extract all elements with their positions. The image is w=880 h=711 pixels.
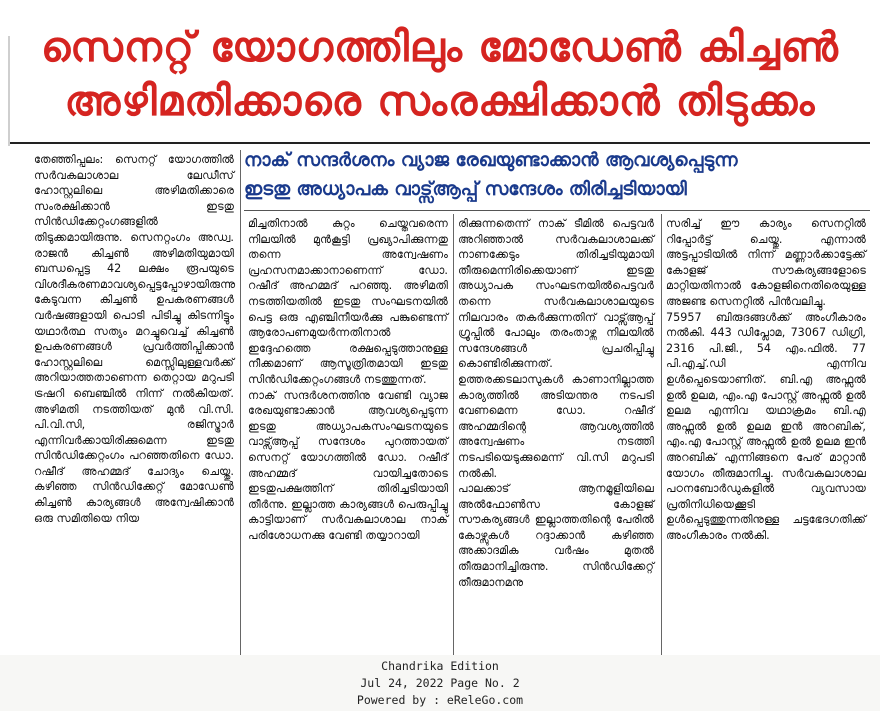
subheadline-rule [244, 210, 870, 211]
article-column-3: രിക്കുന്നതെന്ന് നാക് ടീമിൽ പെട്ടവർ അറിഞ്ഞാൽ സർവകലാശാലക്ക് നാണക്കേടും തിരിച്ചടിയുമായി തീരുമെന്നിരിക്കെയാണ് ഇടതു അധ്യാപക സംഘടനയിൽപെട്ടവർ തന്നെ സർവകലാശാലയുടെ നിലവാരം തകർക്കുന്നതിന് വാട്സ്ആപ്പ് ഗ്രൂപ്പിൽ പോലും തരംതാഴ്ന്ന നിലയിൽ സന്ദേശങ്ങൾ പ്രചരിപ്പിച്ചു കൊണ്ടിരിക്കുന്നത്. ഉത്തരക്കടലാസുകൾ കാണാനില്ലാത്ത കാര്യത്തിൽ അടിയന്തര നടപടി വേണമെന്ന ഡോ. റഷീദ് അഹമ്മദിന്റെ ആവശ്യത്തിൽ അന്വേഷണം നടത്തി നടപടിയെടുക്കുമെന്ന് വി.സി മറുപടി നൽകി. പാലക്കാട് ആനമൂളിയിലെ അൽഫോൺസ കോളജ് സൗകര്യങ്ങൾ ഇല്ലാത്തതിന്റെ പേരിൽ കോഴ്സുകൾ റദ്ദാക്കാൻ കഴിഞ്ഞ അക്കാദമിക വർഷം മുതൽ തീരുമാനിച്ചിരുന്നു. സിൻഡിക്കേറ്റ് തീരുമാനമനു [458, 217, 654, 589]
subheadline-line-1: നാക് സന്ദർശനം വ്യാജ രേഖയുണ്ടാക്കാൻ ആവശ്യപ്പെടുന്ന [244, 150, 738, 171]
powered-by: Powered by : eReleGo.com [356, 693, 524, 707]
column-divider [453, 214, 454, 655]
article-column-4: സരിച്ച് ഈ കാര്യം സെനറ്റിൽ റിപ്പോർട്ട് ചെയ്തു. എന്നാൽ അട്ടപ്പാടിയിൽ നിന്ന് മണ്ണാർക്കാട്ടേക്ക് കോളജ് സൗകര്യങ്ങളോടെ മാറ്റിയതിനാൽ കോളജിനെതിരെയുള്ള അജണ്ട സെനറ്റിൽ പിൻവലിച്ചു. 75957 ബിരുദങ്ങൾക്ക് അംഗീകാരം നൽകി. 443 ഡിപ്ലോമ, 73067 ഡിഗ്രി, 2316 പി.ജി., 54 എം.ഫിൽ. 77 പി.എച്ച്.ഡി എന്നിവ ഉൾപ്പെടെയാണിത്. ബി.എ അഫ്സൽ ഉൽ ഉലമ, എം.എ പോസ്റ്റ് അഫ്സൽ ഉൽ ഉലമ എന്നിവ യഥാക്രമം ബി.എ അഫ്സൽ ഉൽ ഉലമ ഇൻ അറബിക്, എം.എ പോസ്റ്റ് അഫ്സൽ ഉൽ ഉലമ ഇൻ അറബിക് എന്നിങ്ങനെ പേര് മാറ്റാൻ യോഗം തീരുമാനിച്ചു. സർവകലാശാല പഠനബോർഡുകളിൽ വ്യവസായ പ്രതിനിധിയെക്കൂടി ഉൾപ്പെടുത്തുന്നതിനുള്ള ചട്ടഭേദഗതിക്ക് അംഗീകാരം നൽകി. [666, 217, 866, 542]
headline-line-2: അഴിമതിക്കാരെ സംരക്ഷിക്കാൻ തിടുക്കം [64, 77, 816, 125]
headline [14, 20, 866, 128]
edition-date-page: Jul 24, 2022 Page No. 2 [360, 676, 520, 690]
column-divider [240, 150, 241, 655]
edition-footer [0, 658, 880, 709]
subheadline-line-2: ഇടതു അധ്യാപക വാട്സ്ആപ്പ് സന്ദേശം തിരിച്ചടിയായി [244, 179, 687, 200]
headline-rule [10, 142, 870, 144]
edition-name: Chandrika Edition [381, 659, 499, 673]
subheadline [244, 146, 870, 208]
column-divider [661, 214, 662, 655]
article-column-1: തേഞ്ഞിപ്പലം: സെനറ്റ് യോഗത്തിൽ സർവകലാശാല ലേഡീസ് ഹോസ്റ്റലിലെ അഴിമതിക്കാരെ സംരക്ഷിക്കാൻ ഇടതു സിൻഡിക്കേറ്റംഗങ്ങളിൽ തിടുക്കമായിരുന്നു. സെനറ്റംഗം അഡ്വ. രാജൻ കിച്ചൺ അഴിമതിയുമായി ബന്ധപ്പെട്ട 42 ലക്ഷം രൂപയുടെ വിശദീകരണമാവശ്യപ്പെട്ടപ്പോഴായിരുന്നു കേടുവന്ന കിച്ചൺ ഉപകരണങ്ങൾ വർഷങ്ങളായി പൊടി പിടിച്ചു കിടന്നിട്ടും യഥാർത്ഥ സത്യം മറച്ചുവെച്ച് കിച്ചൺ ഉപകരണങ്ങൾ പ്രവർത്തിപ്പിക്കാൻ ഹോസ്റ്റലിലെ മെസ്സിലുള്ളവർക്ക് അറിയാത്തതാണെന്ന തെറ്റായ മറുപടി ട്രഷറി ബെഞ്ചിൽ നിന്ന് നൽകിയത്. അഴിമതി നടത്തിയത് മുൻ വി.സി. പി.വി.സി, രജിസ്ട്രാർ എന്നിവർക്കായിരിക്കുമെന്ന ഇടതു സിൻഡിക്കേറ്റംഗം പറഞ്ഞതിനെ ഡോ. റഷീദ് അഹമ്മദ് ചോദ്യം ചെയ്തു. കഴിഞ്ഞ സിൻഡിക്കേറ്റ് മോഡേൺ കിച്ചൺ കാര്യങ്ങൾ അന്വേഷിക്കാൻ ഒരു സമിതിയെ നിയ [34, 153, 236, 525]
margin-line [8, 36, 10, 146]
article-column-2: മിച്ചതിനാൽ കുറ്റം ചെയ്തവരെന്ന നിലയിൽ മുൻകൂട്ടി പ്രഖ്യാപിക്കുന്നതു തന്നെ അന്വേഷണം പ്രഹസനമാക്കാനാണെന്ന് ഡോ. റഷീദ് അഹമ്മദ് പറഞ്ഞു. അഴിമതി നടത്തിയതിൽ ഇടതു സംഘടനയിൽ പെട്ട ഒരു എഞ്ചിനീയർക്കു പങ്കുണ്ടെന്ന് ആരോപണമുയർന്നതിനാൽ ഇദ്ദേഹത്തെ രക്ഷപ്പെടുത്താനുള്ള നീക്കമാണ് ആസൂത്രിതമായി ഇടതു സിൻഡിക്കേറ്റംഗങ്ങൾ നടത്തുന്നത്. നാക് സന്ദർശനത്തിനു വേണ്ടി വ്യാജ രേഖയുണ്ടാക്കാൻ ആവശ്യപ്പെടുന്ന ഇടതു അധ്യാപകസംഘടനയുടെ വാട്സ്ആപ്പ് സന്ദേശം പുറത്തായത് സെനറ്റ് യോഗത്തിൽ ഡോ. റഷീദ് അഹമ്മദ് വായിച്ചതോടെ ഇടതുപക്ഷത്തിന് തിരിച്ചടിയായി തീർന്നു. ഇല്ലാത്ത കാര്യങ്ങൾ പെരുപ്പിച്ചു കാട്ടിയാണ് സർവകലാശാല നാക് പരിശോധനക്കു വേണ്ടി തയ്യാറായി [248, 217, 448, 542]
headline-line-1: സെനറ്റ് യോഗത്തിലും മോഡേൺ കിച്ചൺ [40, 23, 840, 71]
